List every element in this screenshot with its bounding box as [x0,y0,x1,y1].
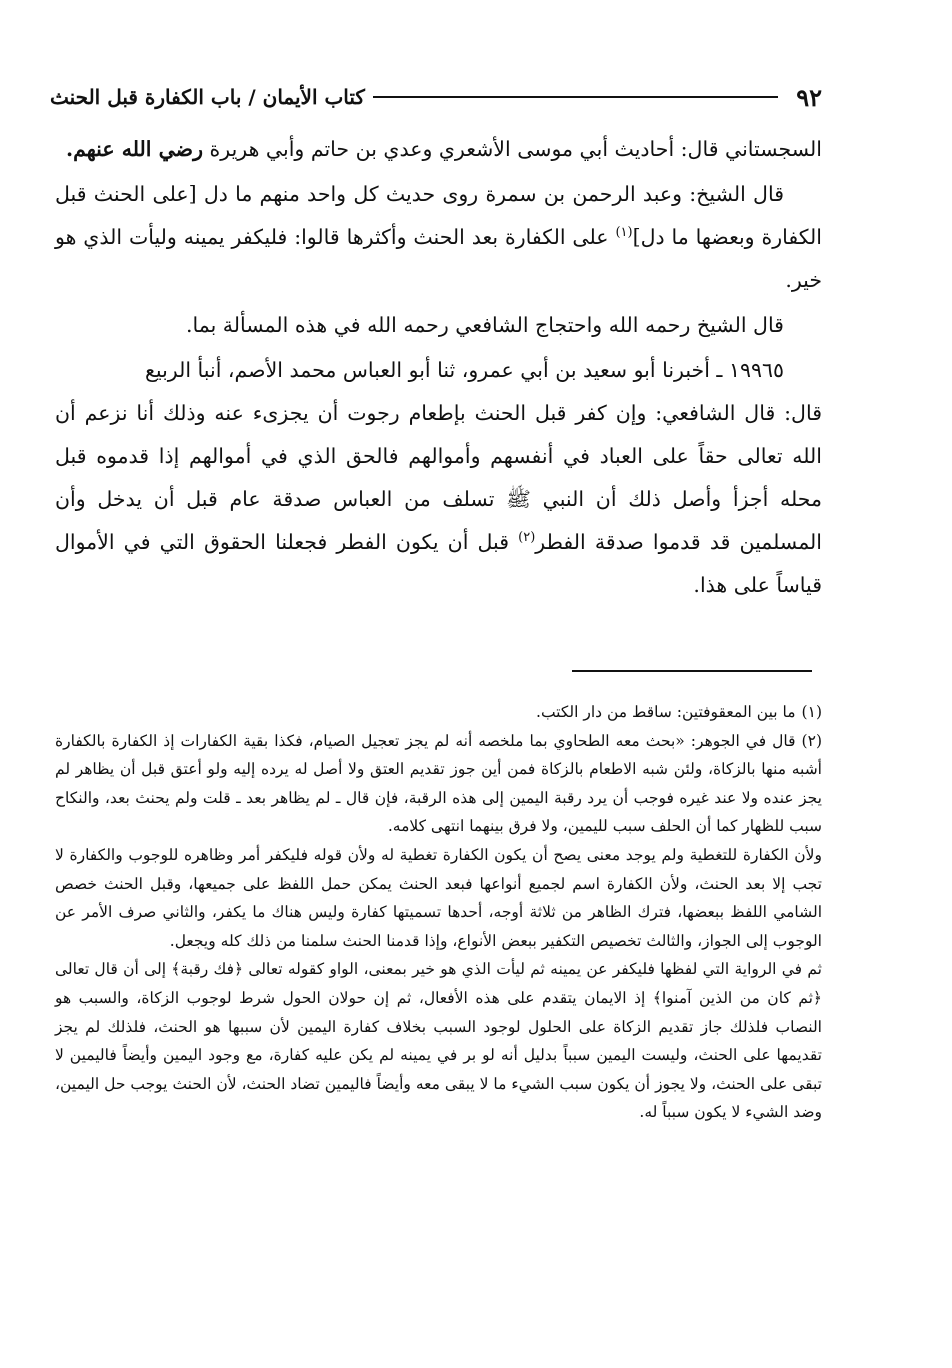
footnote-2-text-c: ثم في الرواية التي لفظها فليكفر عن يمينه ثم ليأت الذي هو خير بمعنى، الواو كقوله تعالى ﴿فك رقبة﴾ إلى أن قال تعالى ﴿ثم كان من الذين آمنوا﴾ إذ الايمان يتقدم على هذه الأفعال، ثم إن حولان الحول شرط لوجوب الزكاة، والسبب هو النصاب فلذلك جاز تقديم الزكاة على الحلول لوجود السبب بخلاف كفارة اليمين لأن سببها هو الحنث، فلذلك لم يجز تقديمها على الحنث، وليست اليمين سبباً بدليل أنه لو بر في يمينه لم يكن عليه كفارة، مع وجود اليمين وأيضاً فاليمين لا تبقى على الحنث، ولا يجوز أن يكون سبب الشيء ما لا يبقى معه وأيضاً فاليمين تضاد الحنث، لأن الحنث يوجب حل اليمين، وضد الشيء لا يكون سبباً له. [55,960,822,1122]
main-text [55,128,822,607]
footnote-2-text-a: قال في الجوهر: «بحث معه الطحاوي بما ملخصه أنه لم يجز تعجيل الصيام، فكذا بقية الكفارات إذ الكفارة بالكفارة أشبه منها بالزكاة، ولئن شبه الاطعام بالزكاة فمن أين جوز تقديم العتق ولا أصل له يرده إليه ولو أعتق قبل أن يظاهر لم يجز عنده ولا عند غيره فوجب أن يرد رقبة اليمين إلى هذه الرقبة، فإن قال ـ لم يظاهر بعد ـ قلت ولم يحنث بعد، والنكاح سبب للظهار كما أن الحلف سبب لليمين، ولا فرق بينهما انتهى كلامه. [55,731,822,836]
paragraph-2-text-b: على الكفارة بعد الحنث وأكثرها قالوا: فليكفر يمينه وليأت الذي هو خير. [55,225,822,292]
paragraph-2-text-a: قال الشيخ: وعبد الرحمن بن سمرة روى حديث كل واحد منهم ما دل [على الحنث قبل الكفارة وبعضها ما دل] [55,182,822,249]
footnote-2-continued-2 [55,955,822,1127]
paragraph-5-text-a: قال: قال الشافعي: وإن كفر قبل الحنث بإطعام رجوت أن يجزىء عنه وذلك أنا نزعم أن الله تعالى حقاً على العباد في أنفسهم وأموالهم فالحق الذي في أموالهم إذا قدموه قبل محله أجزأ وأصل ذلك أن النبي ﷺ تسلف من العباس صدقة عام قبل أن يدخل وأن المسلمين قد قدموا صدقة الفطر [55,401,822,554]
footnote-2 [55,727,822,841]
footnote-1-text: ما بين المعقوفتين: ساقط من دار الكتب. [536,703,796,721]
paragraph-1 [55,128,822,171]
paragraph-1-closing: رضي الله عنهم. [65,137,203,161]
running-title: كتاب الأيمان / باب الكفارة قبل الحنث [50,85,365,109]
paragraph-4-text: ـ أخبرنا أبو سعيد بن أبي عمرو، ثنا أبو العباس محمد الأصم، أنبأ الربيع [144,358,729,382]
page-number: ٩٢ [796,82,822,112]
footnote-2-number: (٢) [801,731,822,750]
page-header [50,82,822,112]
footnote-separator [572,670,812,672]
footnote-1-number: (١) [801,703,822,721]
footnotes [55,698,822,1127]
hadith-number: ١٩٩٦٥ [728,358,784,382]
paragraph-2 [55,173,822,302]
header-rule [373,96,778,98]
paragraph-3-text: قال الشيخ رحمه الله واحتجاج الشافعي رحمه الله في هذه المسألة بما. [185,313,784,337]
paragraph-4 [55,349,822,392]
footnote-2-continued-1 [55,841,822,955]
footnote-ref-2[interactable]: (٢) [518,530,536,546]
footnote-1 [55,698,822,727]
paragraph-5 [55,392,822,607]
paragraph-1-text: السجستاني قال: أحاديث أبي موسى الأشعري وعدي بن حاتم وأبي هريرة [209,137,822,161]
footnote-2-text-b: ولأن الكفارة للتغطية ولم يوجد معنى يصح أن يكون الكفارة تغطية له ولأن قوله فليكفر أمر وظاهره للوجوب والكفارة لا تجب إلا بعد الحنث، ولأن الكفارة اسم لجميع أنواعها فبعد الحنث يمكن حمل اللفظ على جميعها، وقبل الحنث خصص الشامي اللفظ ببعضها، فترك الظاهر من ثلاثة أوجه، أحدها تسميتها كفارة وليس هناك ما يكفر، والثاني صرف الأمر عن الوجوب إلى الجواز، والثالث تخصيص التكفير ببعض الأنواع، وإذا قدمنا الحنث سلمنا من ذلك كله ويجعل. [55,845,822,950]
paragraph-5-text-b: قبل أن يكون الفطر فجعلنا الحقوق التي في الأموال قياساً على هذا. [55,530,822,597]
paragraph-3 [55,304,822,347]
footnote-ref-1[interactable]: (١) [615,225,633,241]
